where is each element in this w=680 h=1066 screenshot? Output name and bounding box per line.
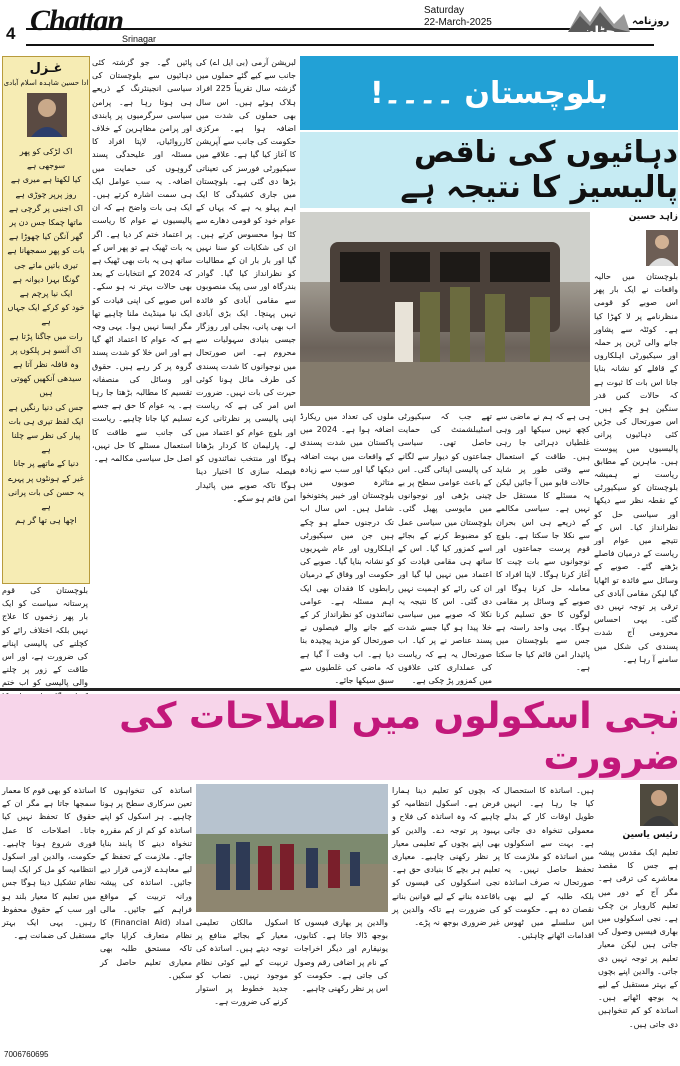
- article-column: ہیں۔ اساتذہ کا استحصال کیا جا رہا ہے۔ انہیں طویل اوقات کار کے بدلے معمولی تنخواہ دی جاتی ہے۔ بہت سے اسکولوں میں اساتذہ کو ملازمت کا تحفظ حاصل نہیں۔ یہ صورتحال نہ صرف اساتذہ بلکہ طلبہ کے لیے بھی نقصان دہ ہے۔ حکومت کو اس سلسلے میں ٹھوس اقدامات اٹھانے چاہئیں۔: [504, 786, 594, 941]
- ghazal-box: [2, 56, 90, 584]
- contact-number: 7006760695: [4, 1050, 49, 1059]
- news-photo-schoolchildren: [196, 784, 388, 912]
- ghazal-verse: وہ قافلہ نظر آتا ہے: [13, 360, 79, 370]
- news-photo-bus: [300, 212, 590, 406]
- article-column: اساتذہ کو بھی قوم کا معمار سمجھا جاتا ہے مگر ان کے حقوق کا تحفظ نہیں کیا جاتا۔ اصلاحات کا عمل فوری شروع ہونا چاہیے۔ حکومت، والدین اور اسکول انتظامیہ کو مل کر ایک ایسا نظام تشکیل دینا ہوگا جس میں تعلیم کا معیار بلند ہو اور سب کے حقوق محفوظ رہیں۔ یہی ایک بہتر مستقبل کی ضمانت ہے۔: [2, 786, 96, 941]
- ghazal-verse: گونگا بہرا دیوانہ ہے: [12, 274, 80, 284]
- article-column: پائیں گے۔ جو گزشتہ کئی دہائیوں سے بلوچستان کی سیاسی انجینئرنگ کے ذریعے ہی ہوتا رہا ہے۔ پرامن سیاسی سرگرمیوں پر پابندی اور پرامن مظاہرین کے خلاف کارروائیاں، لاپتا افراد کا مسئلہ اور علیحدگی پسند گروہوں کی حمایت میں اضافہ۔ یہ سب عوامل ایک ہی سمت اشارہ کرتے ہیں۔ ایک ہی بات واضح ہے کہ ان پالیسیوں نے عوام کا ریاست پر اعتماد ختم کر دیا ہے۔ اگر یہ بات ٹھیک ہے تو پھر اس کے ساتھ ہی یہ بات بھی ٹھیک ہے کہ 2024 کے انتخابات کے بعد بھی حالات بہتر نہ ہو سکے۔ اس صوبے کی اپنی قیادت کو ایک نیا مینڈیٹ ملنا چاہیے تھا مگر ایسا نہیں ہوا۔ یہی وجہ ہے کہ عوام کا اعتماد اٹھ گیا ہے اور اس خلا کو شدت پسند گروہ پر کر رہے ہیں۔ حقوق اور وسائل کی منصفانہ تقسیم کا مطالبہ بڑھتا جا رہا ہے۔ یہ عوام کا حق ہے جسے تسلیم کیا جانا چاہیے۔ ریاست کی جانب سے طاقت کا استعمال مسئلے کا حل نہیں، اصل حل سیاسی مکالمہ ہے۔: [92, 58, 192, 464]
- issue-date-text: 22-March-2025: [424, 17, 492, 28]
- article-column: کہ بچوں کو تعلیم دینا ہمارا فرض ہے۔ اسکول انتظامیہ کو چاہیے کہ وہ اساتذہ کی فلاح و بہبود پر توجہ دے۔ والدین کو بھی اپنے بچوں کے تعلیمی معیار پر نظر رکھنی چاہیے۔ معیاری تعلیم ہر بچے کا بنیادی حق ہے۔ نجی اسکولوں کی فیسوں کو باقاعدہ بنانے کے لیے قوانین بنانے کی ضرورت ہے تاکہ والدین پر غیر ضروری بوجھ نہ پڑے۔: [392, 786, 500, 928]
- article-author: زاہد حسین: [628, 212, 678, 222]
- chattan-urdu-logo: [566, 2, 632, 42]
- article-column: ہی ہے کہ ہم نے ماضی سے کچھ نہیں سیکھا اور وہی غلطیاں دہرائی جا رہی ہیں۔ طاقت کے استعمال سے وقتی طور پر شاید حالات قابو میں آ جائیں لیکن یہ مسئلے کا مستقل حل نہیں ہے۔ سیاسی مکالمے کے ذریعے ہی اس بحران سے نکلا جا سکتا ہے۔ بلوچ قوم پرست جماعتوں اور نوجوانوں سے بات چیت کا آغاز کرنا ہوگا۔ لاپتا افراد کا معاملہ حل کرنا ہوگا اور صوبے کے وسائل پر مقامی لوگوں کا حق تسلیم کرنا ہوگا۔ یہی واحد راستہ ہے جس سے بلوچستان میں پائیدار امن قائم کیا جا سکتا ہے۔: [496, 412, 590, 672]
- ghazal-verse: ماتھا چمکا جس دن پر: [9, 218, 83, 228]
- ghazal-author: ادا حسین شاہدہ اسلام آبادی: [3, 79, 89, 87]
- ghazal-verse: گھر آنگن کیا چھوڑا ہے: [9, 232, 83, 242]
- ghazal-verse: غیر کے ہونٹوں پر پہرے: [8, 473, 84, 483]
- section-divider: [0, 688, 680, 691]
- article-kicker: [300, 56, 678, 130]
- article-column: اسکول مالکان تعلیمی معیار کے بجائے منافع پر توجہ دیتے ہیں۔ اساتذہ کی تربیت کے لیے کوئی نظام موجود نہیں۔ نصاب کو جدید خطوط پر استوار کرنے کی ضرورت ہے۔: [196, 918, 288, 1007]
- page-number: 4: [6, 24, 16, 43]
- article-column: والدین پر بھاری فیسوں کا بوجھ ڈالا جاتا ہے۔ کتابوں، یونیفارم اور دیگر اخراجات کے نام پر اضافی رقم وصول کی جاتی ہے۔ حکومت کو اس پر نظر رکھنی چاہیے۔: [294, 918, 388, 994]
- ghazal-author-photo: [27, 93, 67, 137]
- ghazal-title: غـزل: [29, 61, 63, 76]
- ghazal-verse: اک اجنبی پر گرچی ہے: [8, 203, 84, 213]
- author-photo: [646, 230, 678, 266]
- article-column: ملوں کی تعداد میں ریکارڈ اضافہ ہوا ہے۔ 2024 میں پاکستان میں شدت پسندی کے واقعات میں بہت اضافہ دیکھا گیا اور سب سے زیادہ متاثرہ صوبوں میں بلوچستان اور خیبر پختونخوا شامل ہیں۔ اس سال اب تک درجنوں حملے ہو چکے ہیں جن میں سیکیورٹی اہلکاروں اور عام شہریوں کو نشانہ بنایا گیا۔ صوبے کی حکومت اور وفاق کے درمیان رابطوں کا فقدان بھی ایک اہم مسئلہ ہے۔ عوامی نمائندوں کو نظرانداز کر کے کیے جانے والے فیصلوں نے صورتحال کو مزید پیچیدہ بنا دیا ہے۔ اب وقت آ گیا ہے کہ ماضی کی غلطیوں سے سبق سیکھا جائے۔: [300, 412, 394, 686]
- ghazal-verse: تیری باتیں ماتے جی: [14, 260, 78, 270]
- article-headline-2: [0, 694, 680, 780]
- kicker-text: بلوچستان ۔۔۔۔!: [369, 75, 609, 111]
- ghazal-verse: یہ حسن کی بات پرانی ہے: [8, 487, 84, 512]
- headline-text-2: نجی اسکولوں میں اصلاحات کی ضرورت: [119, 696, 680, 778]
- ghazal-verse: روز پرپر چوڑی ہے: [15, 189, 77, 199]
- ghazal-verse: اک آنسو ہر پلکوں پر: [10, 345, 82, 355]
- ghazal-verse: کیا لکھتا ہے میری ہے: [10, 175, 82, 185]
- ghazal-verse: خود کو کرکے ایک جہاں ہے: [7, 303, 85, 327]
- roznama-label: روزنامہ: [632, 16, 670, 27]
- ghazal-verse: پیار کی نظر سے چلنا ہے: [11, 431, 81, 455]
- ghazal-verse: اک لڑکی کو پھر سوجھی ہے: [19, 147, 73, 171]
- article-column: تھے جب کہ سیکیورٹی اسٹیبلشمنٹ کی حمایت حاصل تھی۔ سیاسی جماعتوں کو دیوار سے لگانے کی پالیسی اپنائی گئی۔ اس کے باعث عوامی سطح پر بے چینی بڑھی اور نوجوانوں میں مایوسی پھیل گئی۔ بلوچستان میں سیاسی عمل کو مضبوط کرنے کے بجائے اسے کمزور کیا گیا۔ اس کے ساتھ ہی مقامی قیادت کو اعتماد میں نہیں لیا گیا اور ان کی رائے کو اہمیت نہیں دی گئی۔ اس کا نتیجہ یہ نکلا کہ صوبے میں سیاسی خلا پیدا ہو گیا جسے شدت پسند عناصر نے پر کیا۔ اب صورتحال یہ ہے کہ ریاست کی عملداری کئی علاقوں میں کمزور پڑ چکی ہے۔: [398, 412, 492, 686]
- brand-logo: Chattan: [30, 4, 124, 37]
- ghazal-verse: دنیا کے ماتھے پر جانا: [13, 459, 79, 469]
- article-column: اساتذہ کی تنخواہوں کا تعین سرکاری سطح پر ہونا چاہیے۔ ہر اسکول کو اپنے اساتذہ کو کم از کم مقررہ تنخواہ دینے کا پابند بنایا جائے۔ ملازمت کے تحفظ کے لیے معاہدے لازمی قرار دیے جائیں۔ اساتذہ کی پیشہ ورانہ تربیت کے مواقع فراہم کیے جائیں۔ مالی امداد (Financial Aid) کا نظام متعارف کرایا جائے تاکہ مستحق طلبہ بھی معیاری تعلیم حاصل کر سکیں۔: [100, 786, 192, 980]
- article-author-2: رئیس یاسین: [622, 830, 678, 840]
- issue-day: Saturday: [424, 5, 465, 16]
- ghazal-verse: سیدھی آنکھیں کھوتی ہیں: [10, 374, 82, 398]
- ghazal-verse: اچھا ہی تھا گر ہم: [15, 516, 77, 526]
- headline-text: دہائیوں کی ناقص پالیسیز کا نتیجہ ہے: [400, 135, 678, 205]
- article-column: بلوچستان کی قوم پرستانہ سیاست کو ایک بار پھر زخموں کا علاج نہیں بلکہ اختلاف رائے کو کچلنے کی پالیسی اپنانے کی ضرورت ہے، اور اس طاقت کے زور پر چلنے والی پالیسی کو اب ختم: [2, 586, 88, 688]
- ghazal-verse: ایک لفظ تیری ہی بات: [8, 416, 84, 426]
- brand-city: Srinagar: [122, 34, 157, 44]
- article-column: بلوچستان میں حالیہ واقعات نے ایک بار پھر اس صوبے کو قومی منظرنامے پر لا کھڑا کیا ہے۔ کوئٹہ سے پشاور جانے والی ٹرین پر حملہ اور سیکیورٹی اہلکاروں کے قافلے کو نشانہ بنایا جانا اس بات کا ثبوت ہے کہ حالات کس قدر سنگین ہو چکے ہیں۔ اس صورتحال کی جڑیں کئی دہائیوں پرانی پالیسیوں میں پیوست ہیں۔ ماہرین کے مطابق ریاست نے ہمیشہ بلوچستان کو سیکیورٹی کے نقطہ نظر سے دیکھا اور سیاسی حل کو نظرانداز کیا۔ اس کے نتیجے میں عوام اور ریاست کے درمیان فاصلے بڑھتے گئے۔ صوبے کے وسائل سے فائدہ تو اٹھایا گیا لیکن مقامی آبادی کی ترقی پر توجہ نہیں دی گئی۔ یہی احساس محرومی آج شدت پسندی کی شکل میں سامنے آ رہا ہے۔: [594, 272, 678, 664]
- ghazal-verses: [6, 145, 86, 579]
- ghazal-verse: ایک نیا پرچم ہے: [19, 289, 73, 299]
- ghazal-verse: جس کی دنیا رنگیں ہے: [8, 402, 84, 412]
- logo-text: چٹان: [582, 24, 616, 40]
- ghazal-verse: بات کو پھر سمجھانا ہے: [7, 246, 85, 256]
- article-headline: [300, 132, 678, 208]
- article-column: تعلیم ایک مقدس پیشہ ہے جس کا مقصد معاشرے کی ترقی ہے۔ مگر آج کے دور میں تعلیم کاروبار بن چکی ہے۔ نجی اسکولوں میں بھاری فیسیں وصول کی جاتی ہیں لیکن معیار تعلیم پر توجہ نہیں دی جاتی۔ والدین اپنے بچوں کے بہتر مستقبل کے لیے یہ بوجھ اٹھاتے ہیں۔ اساتذہ کو کم تنخواہیں دی جاتی ہیں۔: [598, 848, 678, 1029]
- issue-date: [424, 5, 544, 29]
- author-photo-2: [640, 784, 678, 826]
- article-column: لبریشن آرمی (بی ایل اے) کی جانب سے کیے گئے حملوں میں گزشتہ سال تقریباً 225 افراد ہلاک ہوئے ہیں۔ اس سال بھی حملوں کی شدت میں اضافہ ہوا ہے۔ مرکزی حکومت کی جانب سے آپریشن کا آغاز کیا گیا ہے۔ علاقے میں سیکیورٹی فورسز کی تعیناتی بڑھا دی گئی ہے۔ بلوچستان میں جاری کشیدگی کا ایک اہم پہلو یہ ہے کہ یہاں کے عوام خود کو قومی دھارے سے کٹا ہوا محسوس کرتے ہیں۔ ان کی شکایات کو سنا نہیں گیا اور بار بار ان کے مطالبات کو نظرانداز کیا گیا۔ گوادر بندرگاہ اور سی پیک منصوبوں سے مقامی آبادی کو فائدہ نہیں پہنچا۔ ایک بڑی آبادی اب بھی پانی، بجلی اور روزگار جیسی بنیادی سہولیات سے محروم ہے۔ اس صورتحال میں نوجوانوں کا شدت پسندی کی طرف مائل ہونا کوئی حیرت کی بات نہیں۔ ضرورت اس امر کی ہے کہ ریاست اپنی پالیسی پر نظرثانی کرے اور بلوچ عوام کو اعتماد میں لے۔ پارلیمان کا کردار بڑھانا ہوگا اور منتخب نمائندوں کو فیصلہ سازی کا اختیار دینا ہوگا تاکہ صوبے میں پائیدار امن قائم ہو سکے۔: [196, 58, 297, 503]
- ghazal-verse: رات میں جاگنا پڑتا ہے: [9, 331, 83, 341]
